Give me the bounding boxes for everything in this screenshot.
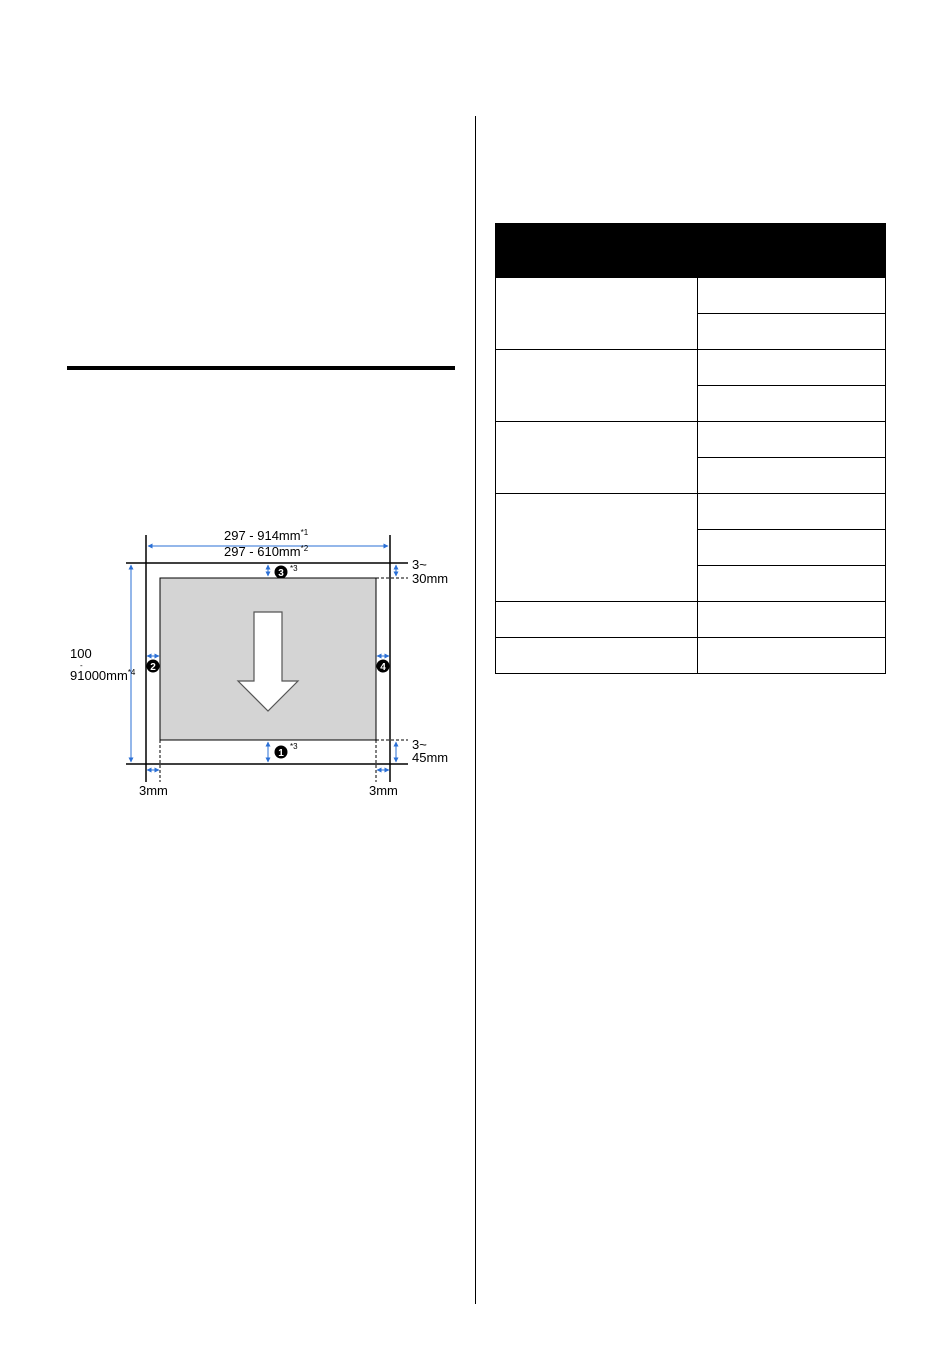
table-cell	[698, 422, 886, 458]
svg-text:*3: *3	[290, 742, 298, 751]
right-side-margin-label: 3mm	[369, 783, 398, 798]
table-header-cell	[496, 224, 698, 278]
svg-text:1: 1	[278, 748, 284, 759]
table-cell	[698, 314, 886, 350]
bottom-margin-value: 45mm	[412, 750, 449, 765]
width-roll-1-label: $297 - 914mm^{*1}$	[224, 528, 309, 543]
table-row	[496, 602, 886, 638]
length-min-label: 100	[70, 646, 92, 661]
table-cell	[698, 602, 886, 638]
top-margin-value: 30mm	[412, 571, 449, 586]
top-margin-label: 3~	[412, 557, 427, 572]
table-cell	[698, 278, 886, 314]
section-heading-rule	[67, 366, 455, 370]
table-cell	[698, 566, 886, 602]
table-row	[496, 422, 886, 458]
bottom-margin-label: 3~	[412, 737, 427, 752]
table-row	[496, 638, 886, 674]
spec-table	[495, 223, 886, 674]
svg-text:*3: *3	[290, 564, 298, 573]
table-cell	[496, 638, 698, 674]
svg-text:2: 2	[150, 662, 156, 673]
printable-area-diagram	[60, 520, 470, 805]
table-cell	[496, 422, 698, 494]
table-cell	[698, 638, 886, 674]
table-row	[496, 350, 886, 386]
svg-text:3: 3	[278, 568, 284, 579]
table-cell	[698, 494, 886, 530]
table-header-cell	[698, 224, 886, 278]
svg-text:4: 4	[380, 662, 386, 673]
width-roll-2-label: $297 - 610mm^{*2}$	[224, 544, 309, 559]
table-header-row	[496, 224, 886, 278]
table-cell	[496, 494, 698, 602]
table-cell	[496, 350, 698, 422]
length-max-label: $91000mm^{*4}$	[70, 668, 136, 683]
table-cell	[496, 278, 698, 350]
column-divider	[475, 116, 476, 1304]
table-cell	[698, 530, 886, 566]
table-cell	[698, 350, 886, 386]
table-cell	[496, 602, 698, 638]
length-separator: -	[80, 661, 83, 670]
table-cell	[698, 458, 886, 494]
left-side-margin-label: 3mm	[139, 783, 168, 798]
table-row	[496, 278, 886, 314]
table-row	[496, 494, 886, 530]
table-cell	[698, 386, 886, 422]
